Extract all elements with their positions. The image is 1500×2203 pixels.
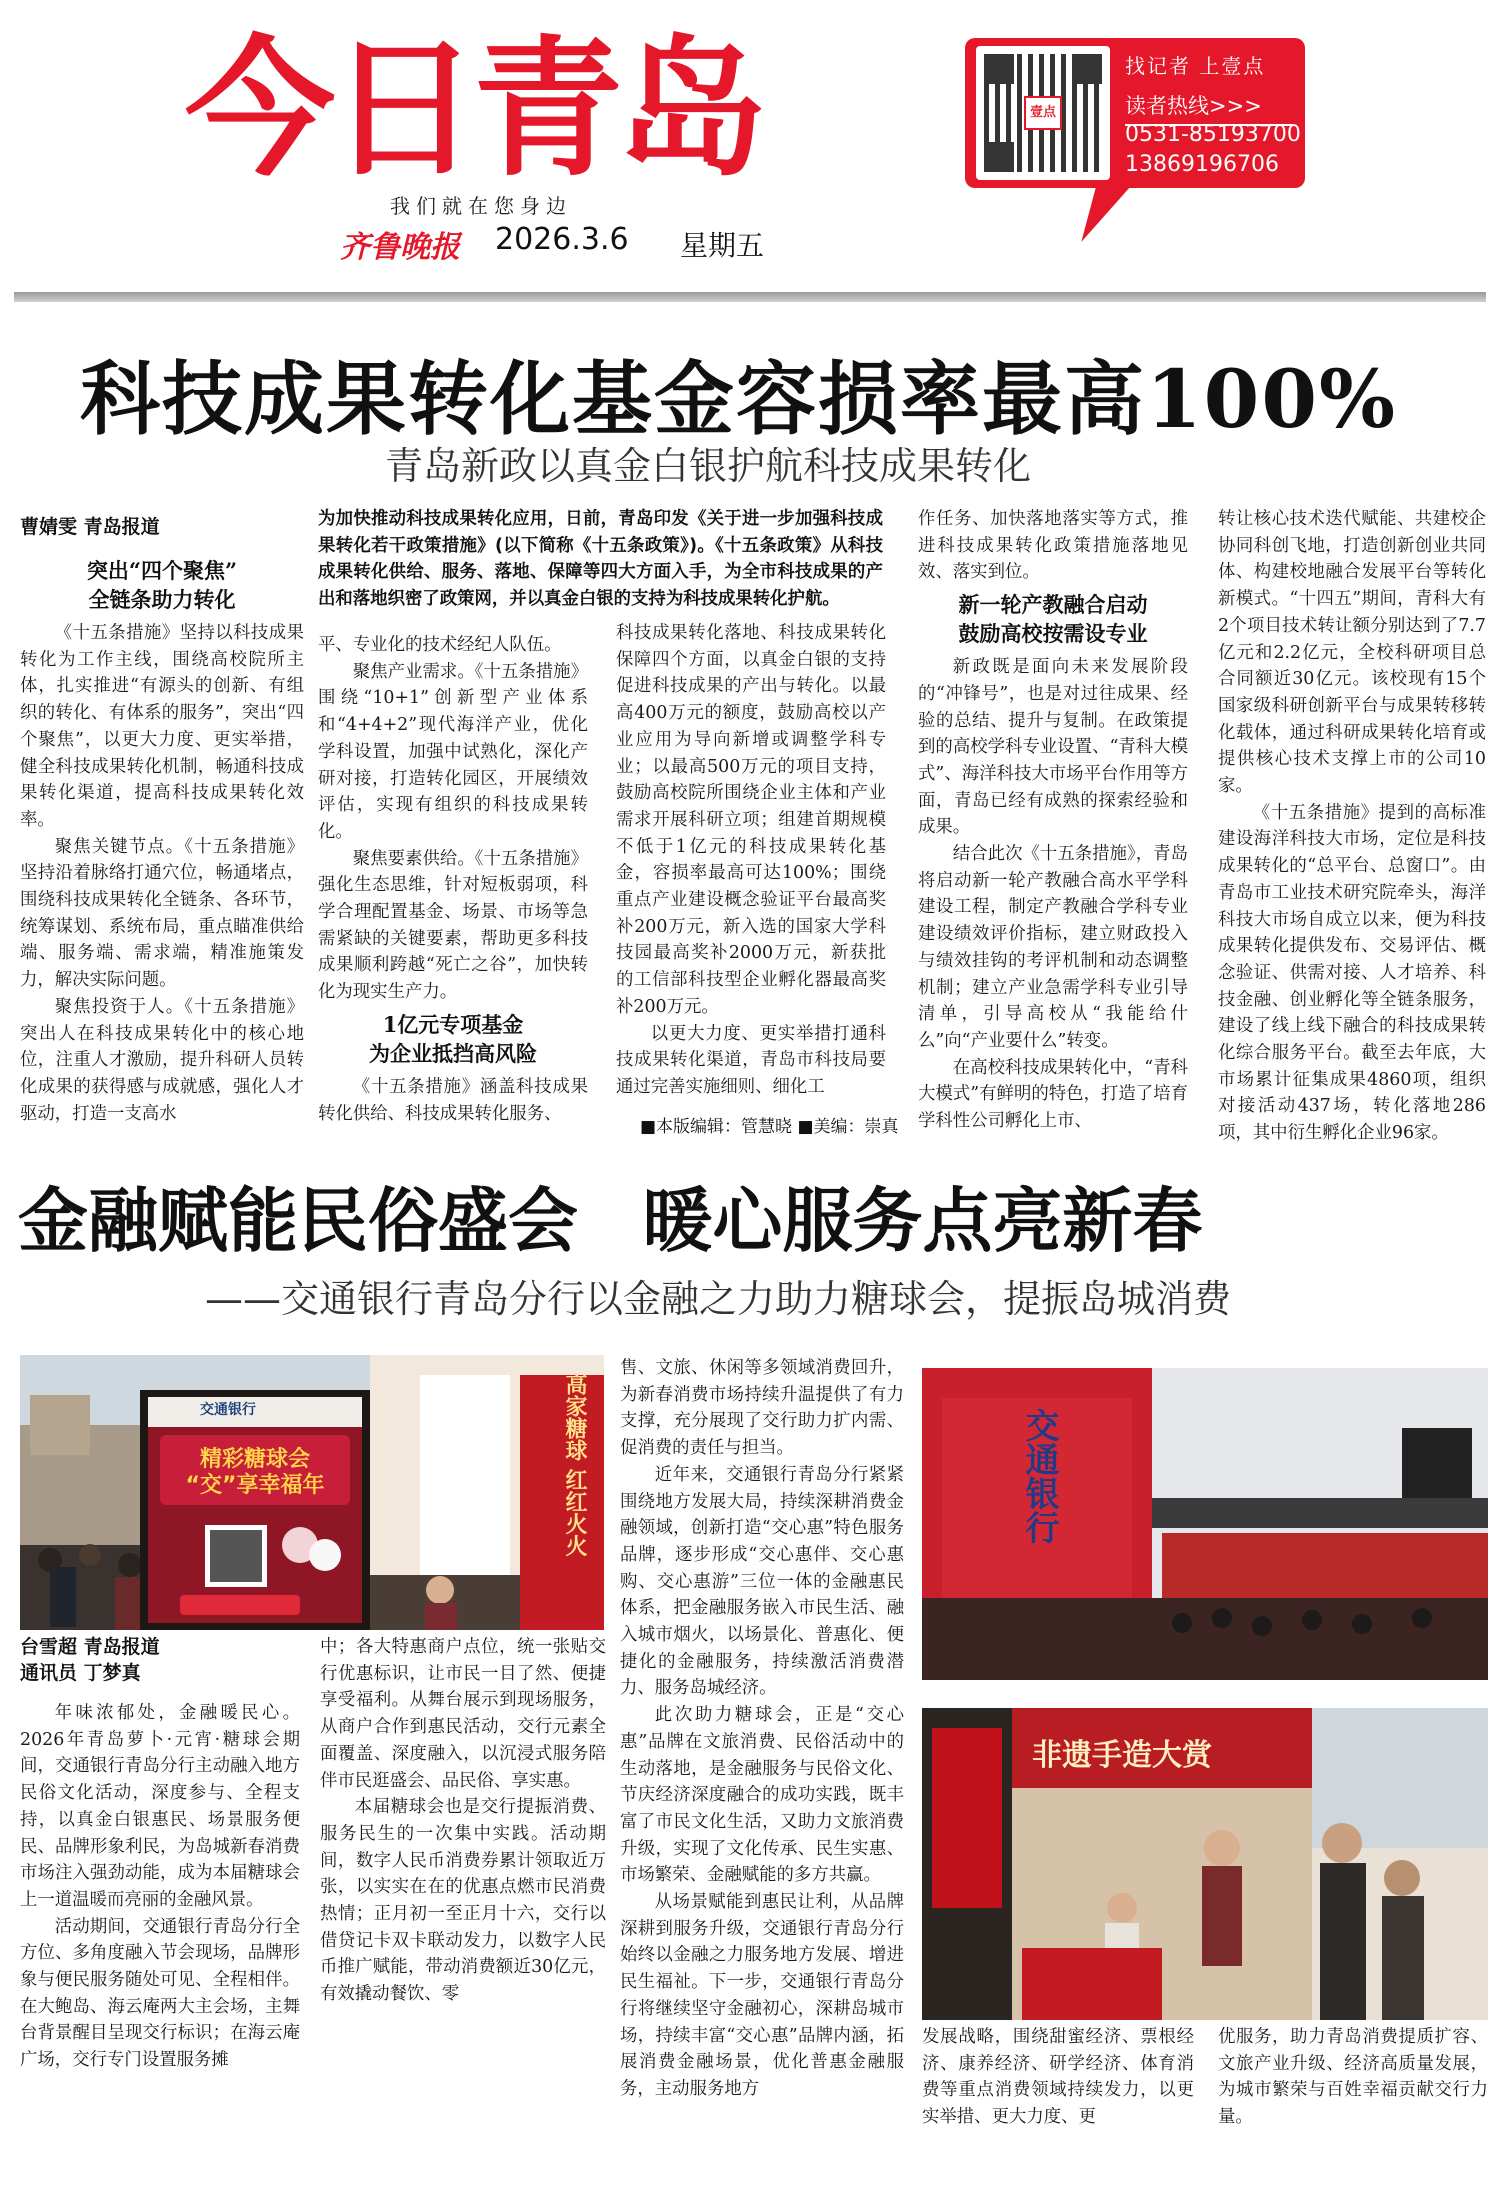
story2-column-5: [1218, 2024, 1488, 2196]
story1-column-1: [20, 552, 304, 1124]
paragraph: 中；各大特惠商户点位，统一张贴交行优惠标识，让市民一目了然、便捷享受福利。从舞台展示到现场服务，从商户合作到惠民活动，交行元素全面覆盖、深度融入，以沉浸式服务陪伴市民逛盛会、品民俗、享实惠。: [320, 1637, 606, 1791]
photo-1-banner: 精彩糖球会 “交”享幸福年: [185, 1447, 325, 1498]
paragraph: 《十五条措施》提到的高标准建设海洋科技大市场，定位是科技成果转化的“总平台、总窗口”。由青岛市工业技术研究院牵头，海洋科技大市场自成立以来，便为科技成果转化提供发布、交易评估、概念验证、供需对接、人才培养、科技金融、创业孵化等全链条服务，建设了线上线下融合的科技成果转化综合服务平台。截至去年底，大市场累计征集成果4860项，组织对接活动437场，转化落地286项，其中衍生孵化企业96家。: [1218, 802, 1486, 1144]
story1-headline: 科技成果转化基金容损率最高100%: [80, 352, 1398, 446]
story1-byline: 曹婧雯 青岛报道: [20, 516, 160, 538]
paragraph: 活动期间，交通银行青岛分行全方位、多角度融入节会现场，品牌形象与便民服务随处可见、全程相伴。在大鲍岛、海云庵两大主会场，主舞台背景醒目呈现交行标识；在海云庵广场，交行专门设置服务摊: [20, 1916, 300, 2071]
story2-subheadline: ——交通银行青岛分行以金融之力助力糖球会，提振岛城消费: [205, 1277, 1232, 1321]
hotline-find-reporter: 找记者 上壹点: [1125, 54, 1266, 78]
photo-1-brand: 交通银行: [200, 1402, 256, 1418]
paragraph: 以更大力度、更实举措打通科技成果转化渠道，青岛市科技局要通过完善实施细则、细化工: [616, 1023, 886, 1097]
paragraph: 科技成果转化落地、科技成果转化保障四个方面，以真金白银的支持促进科技成果的产出与转化。以最高400万元的额度，鼓励高校以产业应用为导向新增或调整学科专业；以最高500万元的项目支持，鼓励高校院所围绕企业主体和产业需求开展科研立项；组建首期规模不低于1亿元的科技成果转化基金，容损率最高可达100%；围绕重点产业建设概念验证平台最高奖补200万元，新入选的国家大学科技园最高奖补2000万元，新获批的工信部科技型企业孵化器最高奖补200万元。: [616, 623, 886, 1017]
paragraph: 年味浓郁处，金融暖民心。2026年青岛萝卜·元宵·糖球会期间，交通银行青岛分行主动融入地方民俗文化活动，深度参与、全程支持，以真金白银惠民、场景服务便民、品牌形象利民，为岛城新春消费市场注入强劲动能，成为本届糖球会上一道温暖而亮丽的金融风景。: [20, 1703, 300, 1910]
story1-column-5: [1218, 506, 1486, 1144]
hotline-label: 读者热线>>>: [1125, 90, 1293, 126]
paragraph: 聚焦要素供给。《十五条措施》强化生态思维，针对短板弱项，科学合理配置基金、场景、市场等急需紧缺的关键要素，帮助更多科技成果顺利跨越“死亡之谷”，加快转化为现实生产力。: [318, 848, 588, 1003]
paragraph: 发展战略，围绕甜蜜经济、票根经济、康养经济、研学经济、体育消费等重点消费领域持续发力，以更实举措、更大力度、更: [922, 2027, 1194, 2128]
photo-1-side-sign: 高家糖球 红红火火: [562, 1373, 588, 1557]
story2-column-1: [20, 1700, 300, 2196]
paragraph: 平、专业化的技术经纪人队伍。: [318, 635, 562, 655]
paragraph: 《十五条措施》涵盖科技成果转化供给、科技成果转化服务、: [318, 1076, 588, 1124]
story2-headline: 金融赋能民俗盛会 暖心服务点亮新春: [18, 1179, 1203, 1262]
hotline-phone-1[interactable]: 0531-85193700: [1125, 122, 1301, 147]
story1-column-4: [918, 506, 1188, 1132]
hotline-phone-2[interactable]: 13869196706: [1125, 152, 1279, 177]
paragraph: 售、文旅、休闲等多领域消费回升，为新春消费市场持续升温提供了有力支撑，充分展现了交行助力扩内需、促消费的责任与担当。: [620, 1358, 904, 1459]
photo-2-bank-banner: 交通银行: [1019, 1408, 1059, 1544]
paragraph: 聚焦投资于人。《十五条措施》突出人在科技成果转化中的核心地位，注重人才激励，提升科研人员转化成果的获得感与成就感，强化人才驱动，打造一支高水: [20, 996, 304, 1124]
masthead-slogan: 我们就在您身边: [390, 194, 572, 218]
editor-credit: ■本版编辑：管慧晓 ■美编：崇真: [640, 1117, 899, 1137]
story1-section-heading-3: 新一轮产教融合启动 鼓励高校按需设专业: [958, 592, 1148, 647]
story1-column-3: [616, 620, 886, 1097]
story1-column-2: [318, 632, 588, 1124]
speech-bubble-tail: [1063, 184, 1132, 242]
paragraph: 优服务，助力青岛消费提质扩容、文旅产业升级、经济高质量发展，为城市繁荣与百姓幸福贡献交行力量。: [1218, 2027, 1488, 2128]
paragraph: 此次助力糖球会，正是“交心惠”品牌在文旅消费、民俗活动中的生动落地，是金融服务与民俗文化、节庆经济深度融合的成功实践，既丰富了市民文化生活，又助力文旅消费升级，实现了文化传承、民生实惠、市场繁荣、金融赋能的多方共赢。: [620, 1705, 904, 1886]
story1-subheadline: 青岛新政以真金白银护航科技成果转化: [385, 444, 1032, 488]
paragraph: 从场景赋能到惠民让利，从品牌深耕到服务升级，交通银行青岛分行始终以金融之力服务地方发展、增进民生福祉。下一步，交通银行青岛分行将继续坚守金融初心，深耕岛城市场，持续丰富“交心惠”品牌内涵，拓展消费金融场景，优化普惠金融服务，主动服务地方: [620, 1892, 904, 2099]
paragraph: 新政既是面向未来发展阶段的“冲锋号”，也是对过往成果、经验的总结、提升与复制。在政策提到的高校学科专业设置、“青科大模式”、海洋科技大市场平台作用等方面，青岛已经有成熟的探索经验和成果。: [918, 657, 1188, 838]
masthead-title: 今日青岛: [185, 23, 762, 197]
paragraph: 近年来，交通银行青岛分行紧紧围绕地方发展大局，持续深耕消费金融领域，创新打造“交心惠”特色服务品牌，逐步形成“交心惠伴、交心惠购、交心惠游”三位一体的金融惠民体系，把金融服务嵌入市民生活、融入城市烟火，以场景化、普惠化、便捷化的金融服务，持续激活消费潜力、服务岛城经济。: [620, 1464, 904, 1699]
paragraph: 聚焦关键节点。《十五条措施》坚持沿着脉络打通穴位，畅通堵点，围绕科技成果转化全链条、各环节，统筹谋划、系统布局，重点瞄准供给端、服务端、需求端，精准施策发力，解决实际问题。: [20, 836, 304, 991]
paper-name: 齐鲁晚报: [340, 230, 460, 265]
paragraph: 聚焦产业需求。《十五条措施》围绕“10+1”创新型产业体系和“4+4+2”现代海洋产业，优化学科设置，加强中试熟化，深化产研对接，打造转化园区，开展绩效评估，实现有组织的科技成果转化。: [318, 661, 588, 842]
masthead-divider: [14, 292, 1486, 302]
story1-section-heading-1: 突出“四个聚焦” 全链条助力转化: [86, 558, 238, 612]
photo-3-banner: 非遗手造大赏: [1032, 1738, 1212, 1773]
story1-section-heading-2: 1亿元专项基金 为企业抵挡高风险: [369, 1011, 537, 1066]
photo-temple-fair-booth: [20, 1355, 604, 1630]
issue-weekday: 星期五: [680, 229, 765, 262]
photo-market-visitors: [922, 1708, 1488, 2020]
paragraph: 作任务、加快落地落实等方式，推进科技成果转化政策措施落地见效、落实到位。: [918, 509, 1188, 583]
photo-stage-performance: [922, 1368, 1488, 1680]
story2-column-3: [620, 1355, 904, 2195]
story2-column-4: [922, 2024, 1194, 2196]
story2-column-2: [320, 1634, 606, 2196]
issue-date: 2026.3.6: [495, 222, 629, 257]
paragraph: 结合此次《十五条措施》，青岛将启动新一轮产教融合高水平学科建设工程，制定产教融合学科专业建设绩效评价指标，建立财政投入与绩效挂钩的考评机制和动态调整机制；建立产业急需学科专业引导清单，引导高校从“我能给什么”向“产业要什么”转变。: [918, 844, 1188, 1051]
qr-logo: 壹点: [1024, 96, 1062, 130]
paragraph: 在高校科技成果转化中，“青科大模式”有鲜明的特色，打造了培育学科性公司孵化上市、: [918, 1057, 1188, 1132]
qr-code[interactable]: [976, 46, 1110, 180]
story1-lead: 为加快推动科技成果转化应用，日前，青岛印发《关于进一步加强科技成果转化若干政策措施》(以下简称《十五条政策》)。《十五条政策》从科技成果转化供给、服务、落地、保障等四大方面入手，为全市科技成果的产出和落地织密了政策网，并以真金白银的支持为科技成果转化护航。: [318, 509, 883, 609]
paragraph: 转让核心技术迭代赋能、共建校企协同科创飞地，打造创新创业共同体、构建校地融合发展平台等转化新模式。“十四五”期间，青科大有2个项目技术转让额分别达到了7.7亿元和2.2亿元，全校科研项目总合同额近30亿元。该校现有15个国家级科研创新平台与成果转移转化载体，通过科研成果转化培育或提供核心技术支撑上市的公司10家。: [1218, 509, 1486, 797]
paragraph: 《十五条措施》坚持以科技成果转化为工作主线，围绕高校院所主体，扎实推进“有源头的创新、有组织的转化、有体系的服务”，突出“四个聚焦”，以更大力度、更实举措，健全科技成果转化机制，畅通科技成果转化渠道，提高科技成果转化效率。: [20, 623, 304, 830]
story2-reporter: 台雪超 青岛报道: [20, 1636, 160, 1658]
story2-correspondent: 通讯员 丁梦真: [20, 1662, 141, 1684]
story2-byline: [20, 1634, 160, 1686]
paragraph: 本届糖球会也是交行提振消费、服务民生的一次集中实践。活动期间，数字人民币消费券累计领取近万张，以实实在在的优惠点燃市民消费热情；正月初一至正月十六，交行以借贷记卡双卡联动发力，以数字人民币推广赋能，带动消费额近30亿元，有效撬动餐饮、零: [320, 1797, 606, 2005]
